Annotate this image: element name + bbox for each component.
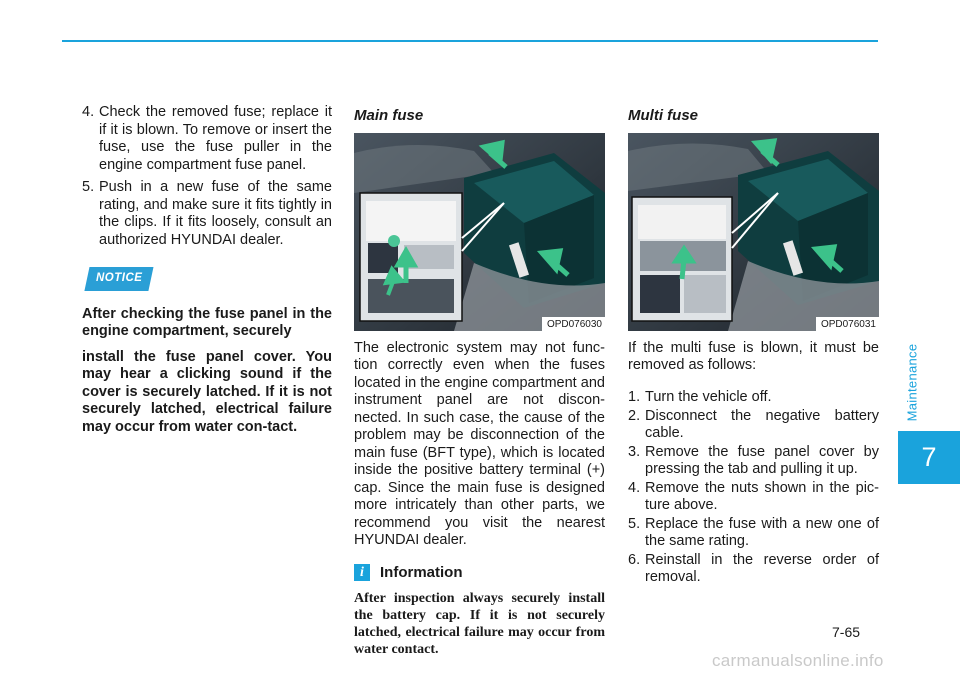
- multi-fuse-steps: [628, 389, 879, 587]
- step-4: [82, 104, 332, 174]
- main-fuse-body: The electronic system may not func-tion correctly even when the fuses located in the engine compartment and instrument panel are not discon-nected. In such case, the cause of the problem may be disconnection of the main fuse (BFT type), which is located inside the positive battery terminal (+) cap. Since the main fuse is designed more intricately than other parts, we recommend you visit the nearest HYUNDAI dealer.: [354, 339, 605, 548]
- section-heading-multi-fuse: Multi fuse: [628, 107, 698, 124]
- step-text: Check the removed fuse; replace it if it is blown. To remove or insert the fuse, use the fuse puller in the engine compartment fuse panel.: [99, 104, 332, 173]
- page-number: 7-65: [832, 624, 861, 640]
- information-header: [354, 564, 605, 582]
- multi-fuse-column: [628, 104, 879, 588]
- step-1: 1. Turn the vehicle off.: [628, 389, 772, 405]
- step-text: Push in a new fuse of the same rating, and make sure it fits tightly in the clips. If it fits loosely, consult an authorized HYUNDAI dealer.: [99, 179, 332, 248]
- multi-fuse-photo: [628, 133, 879, 331]
- chapter-tab-label: Maintenance: [904, 343, 920, 422]
- section-heading-main-fuse: Main fuse: [354, 107, 424, 124]
- notice-paragraph: After checking the fuse panel in the engine compartment, securely: [82, 305, 332, 339]
- main-fuse-column: [354, 104, 605, 658]
- information-title: Information: [380, 564, 463, 581]
- step-3: 3. Remove the fuse panel cover by pressing the tab and pulling it up.: [628, 443, 879, 477]
- chapter-tab-number: 7: [898, 431, 960, 484]
- step-2: 2. Disconnect the negative battery cable.: [628, 407, 879, 441]
- step-number: 4.: [82, 104, 95, 120]
- step-number: 5.: [82, 179, 95, 195]
- header-rule: [62, 40, 878, 42]
- left-column: [82, 104, 332, 436]
- step-5: [82, 179, 332, 249]
- watermark: carmanualsonline.info: [712, 651, 884, 670]
- step-4: 4. Remove the nuts shown in the pic-ture above.: [628, 479, 879, 513]
- step-6: 6. Reinstall in the reverse order of removal.: [628, 551, 879, 585]
- notice-paragraph: install the fuse panel cover. You may hear a clicking sound if the cover is securely latched. If it is not securely latched, electrical failure may occur from water con-tact.: [82, 348, 332, 435]
- information-body: After inspection always securely install the battery cap. If it is not securely latched, electrical failure may occur from water contact.: [354, 590, 605, 657]
- main-fuse-photo: [354, 133, 605, 331]
- step-5: 5. Replace the fuse with a new one of the same rating.: [628, 515, 879, 549]
- multi-fuse-intro: If the multi fuse is blown, it must be removed as follows:: [628, 339, 879, 373]
- image-code: OPD076031: [816, 317, 879, 331]
- image-code: OPD076030: [542, 317, 605, 331]
- notice-badge: NOTICE: [85, 267, 154, 291]
- info-icon: i: [354, 564, 370, 581]
